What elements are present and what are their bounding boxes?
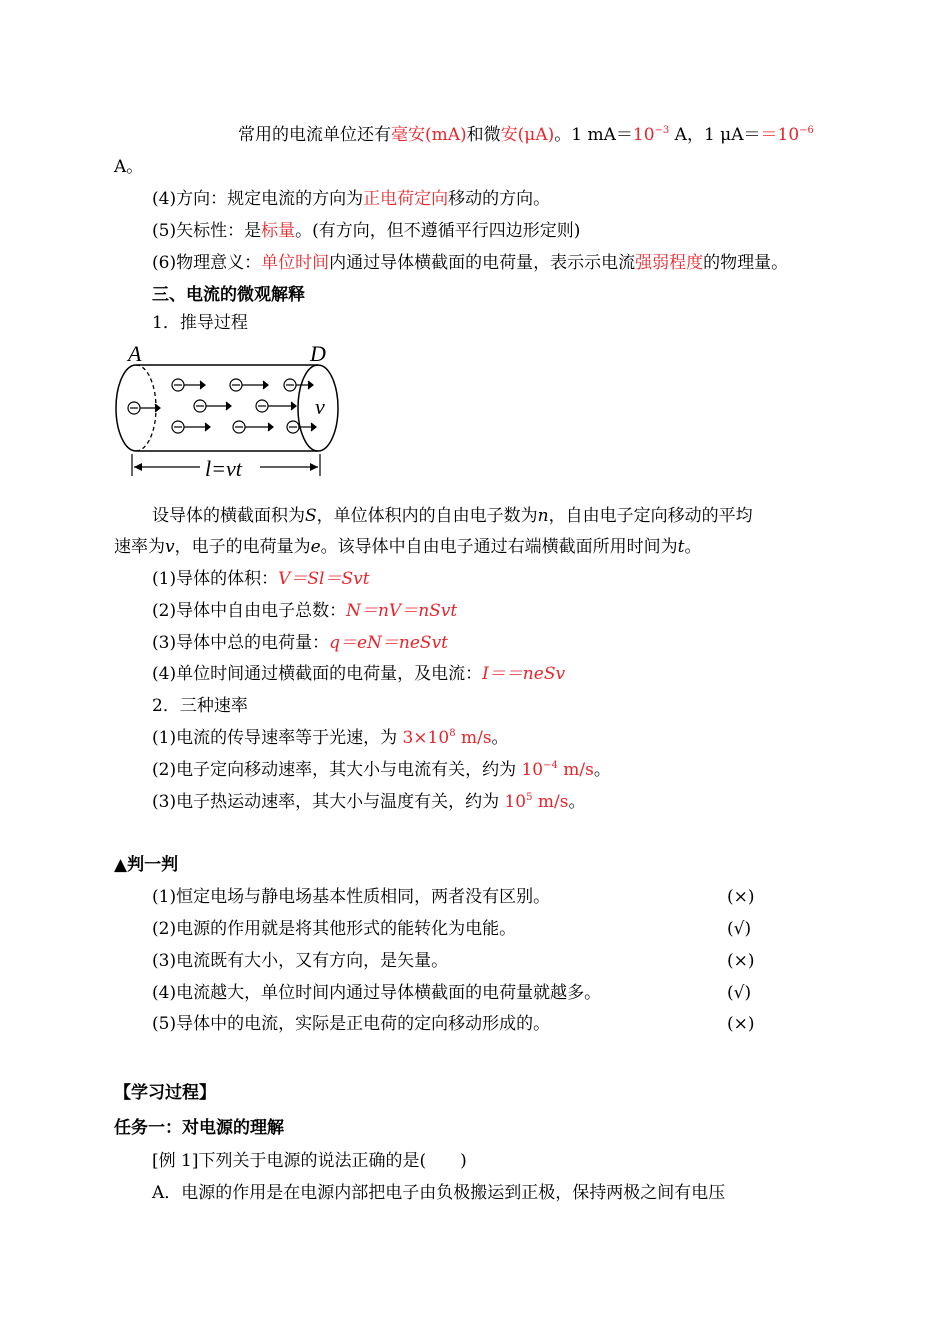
- meaning-line: (6)物理意义：单位时间内通过导体横截面的电荷量，表示示电流强弱程度的物理量。: [152, 253, 789, 273]
- judge-item: (1)恒定电场与静电场基本性质相同，两者没有区别。: [152, 887, 551, 907]
- judge-answer: (×): [727, 887, 755, 907]
- direction-line: (4)方向：规定电流的方向为正电荷定向移动的方向。: [152, 189, 551, 209]
- setup-line-1: 设导体的横截面积为S，单位体积内的自由电子数为n，自由电子定向移动的平均: [152, 506, 753, 526]
- electron: [230, 379, 268, 391]
- dim-arrow-right: [310, 463, 318, 471]
- electron: [233, 421, 273, 433]
- electron: [194, 400, 231, 412]
- formula-electron-count: (2)导体中自由电子总数：N＝nV＝nSvt: [152, 601, 458, 621]
- speed-thermal: (3)电子热运动速率，其大小与温度有关，约为 $10^5$ m/s。: [152, 792, 586, 812]
- speed-conduction: (1)电流的传导速率等于光速，为 $3\times 10^8$ m/s。: [152, 728, 509, 748]
- section3-title: 三、电流的微观解释: [152, 285, 305, 305]
- process-title: 【学习过程】: [114, 1083, 216, 1103]
- electron: [172, 421, 210, 433]
- judge-answer: (√): [727, 919, 752, 939]
- vector-line: (5)矢标性：是标量。(有方向，但不遵循平行四边形定则): [152, 221, 581, 241]
- electron-group: [128, 379, 316, 433]
- derivation-title: 1．推导过程: [152, 313, 248, 333]
- electron: [128, 402, 160, 414]
- judge-item: (3)电流既有大小，又有方向，是矢量。: [152, 951, 449, 971]
- formula-volume: (1)导体的体积：V＝Sl＝Svt: [152, 569, 370, 589]
- electron: [172, 379, 205, 391]
- judge-title: ▲判一判: [114, 855, 179, 875]
- speeds-title: 2．三种速率: [152, 696, 248, 716]
- dim-arrow-left: [134, 463, 142, 471]
- units-line-end: A。: [114, 157, 144, 177]
- electron: [284, 379, 313, 391]
- judge-item: (4)电流越大，单位时间内通过导体横截面的电荷量就越多。: [152, 983, 602, 1003]
- judge-answer: (×): [727, 1014, 755, 1034]
- label-v: v: [315, 394, 325, 419]
- example1-option-a: A．电源的作用是在电源内部把电子由负极搬运到正极，保持两极之间有电压: [152, 1183, 726, 1203]
- judge-item: (5)导体中的电流，实际是正电荷的定向移动形成的。: [152, 1014, 551, 1034]
- task1-title: 任务一：对电源的理解: [114, 1118, 284, 1138]
- length-label: l=vt: [205, 456, 242, 481]
- judge-item: (2)电源的作用就是将其他形式的能转化为电能。: [152, 919, 517, 939]
- formula-current: (4)单位时间通过横截面的电荷量，及电流：I＝＝neSv: [152, 664, 566, 684]
- setup-line-2: 速率为v，电子的电荷量为e。该导体中自由电子通过右端横截面所用时间为t。: [114, 537, 702, 557]
- label-d: D: [310, 341, 326, 366]
- units-line: 常用的电流单位还有毫安(mA)和微安(μA)。1 $mA=10^{-3}$ A，1 $\mu A==10^{-6}$: [238, 125, 814, 145]
- conductor-figure: [112, 340, 342, 484]
- example1-question: [例 1]下列关于电源的说法正确的是( ): [152, 1151, 467, 1171]
- electron: [256, 400, 296, 412]
- formula-total-charge: (3)导体中总的电荷量：q＝eN＝neSvt: [152, 633, 449, 653]
- judge-answer: (×): [727, 951, 755, 971]
- judge-answer: (√): [727, 983, 752, 1003]
- label-a: A: [128, 341, 142, 366]
- speed-drift: (2)电子定向移动速率，其大小与电流有关，约为 $10^{-4}$ m/s。: [152, 760, 611, 780]
